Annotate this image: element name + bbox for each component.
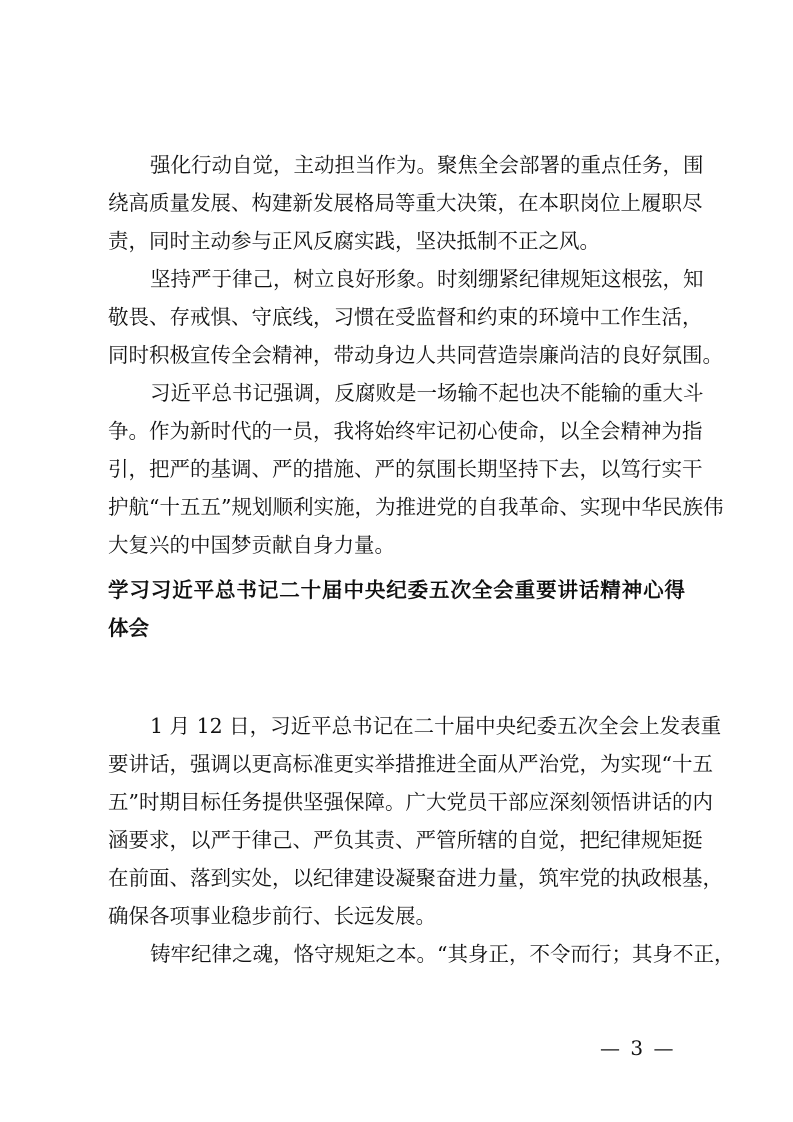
paragraph-line: 争。作为新时代的一员，我将始终牢记初心使命，以全会精神为指 <box>108 419 703 443</box>
paragraph-line: 确保各项事业稳步前行、长远发展。 <box>108 904 436 928</box>
paragraph-line: 大复兴的中国梦贡献自身力量。 <box>108 533 395 557</box>
paragraph-line: 绕高质量发展、构建新发展格局等重大决策，在本职岗位上履职尽 <box>108 191 703 215</box>
paragraph-line: 要讲话，强调以更高标准更实举措推进全面从严治党，为实现“十五 <box>108 752 713 776</box>
paragraph-line: 护航“十五五”规划顺利实施，为推进党的自我革命、实现中华民族伟 <box>108 495 724 519</box>
paragraph-line: 习近平总书记强调，反腐败是一场输不起也决不能输的重大斗 <box>150 381 704 405</box>
paragraph-line: 责，同时主动参与正风反腐实践，坚决抵制不正之风。 <box>108 229 600 253</box>
section-heading-line: 学习习近平总书记二十届中央纪委五次全会重要讲话精神心得 <box>108 578 685 602</box>
paragraph-line: 涵要求，以严于律己、严负其责、严管所辖的自觉，把纪律规矩挺 <box>108 828 703 852</box>
paragraph-line: 铸牢纪律之魂，恪守规矩之本。“其身正，不令而行；其身不正， <box>150 942 735 966</box>
paragraph-line: 强化行动自觉，主动担当作为。聚焦全会部署的重点任务，围 <box>150 153 704 177</box>
paragraph-line: 同时积极宣传全会精神，带动身边人共同营造崇廉尚洁的良好氛围。 <box>108 343 723 367</box>
paragraph-line: 五”时期目标任务提供坚强保障。广大党员干部应深刻领悟讲话的内 <box>108 790 713 814</box>
paragraph-line: 引，把严的基调、严的措施、严的氛围长期坚持下去，以笃行实干 <box>108 457 703 481</box>
paragraph-line: 1 月 12 日，习近平总书记在二十届中央纪委五次全会上发表重 <box>150 714 722 738</box>
paragraph-line: 敬畏、存戒惧、守底线，习惯在受监督和约束的环境中工作生活， <box>108 305 703 329</box>
section-heading-line: 体会 <box>108 616 149 640</box>
paragraph-line: 坚持严于律己，树立良好形象。时刻绷紧纪律规矩这根弦，知 <box>150 267 704 291</box>
page-number: — 3 — <box>600 1036 676 1060</box>
paragraph-line: 在前面、落到实处，以纪律建设凝聚奋进力量，筑牢党的执政根基， <box>108 866 723 890</box>
